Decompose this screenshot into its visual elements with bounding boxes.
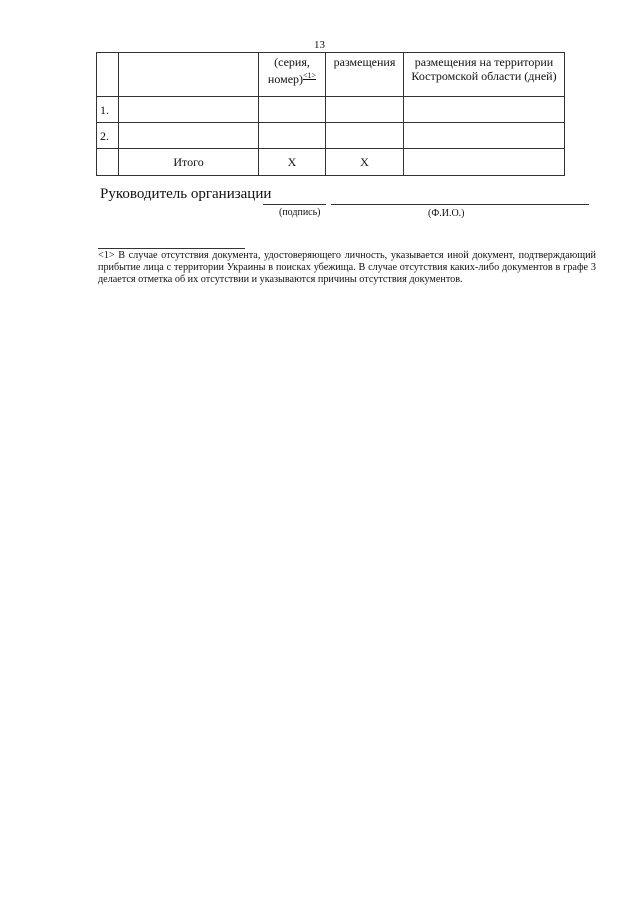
header-cell-placement: размещения	[326, 53, 404, 97]
footnote-ref[interactable]: <1>	[303, 71, 317, 80]
table-cell	[259, 97, 326, 123]
row-number: 1.	[97, 97, 119, 123]
header-cell-days: размещения на территории Костромской области (дней)	[404, 53, 565, 97]
signature-label: Руководитель организации	[100, 186, 272, 202]
signature-line	[263, 204, 326, 205]
table-cell	[326, 97, 404, 123]
header-text: (серия, номер)	[267, 55, 310, 86]
table-cell	[119, 97, 259, 123]
header-cell	[119, 53, 259, 97]
row-number: 2.	[97, 123, 119, 149]
footnote-text: <1> В случае отсутствия документа, удостоверяющего личность, указывается иной документ, подтверждающий прибытие лица с территории Украины в поисках убежища. В случае отсутствия каких-либо документов в графе 3 делается отметка об их отсутствии и указываются причины отсутствия документов.	[98, 250, 596, 285]
footnote-divider	[98, 248, 245, 249]
total-cell: X	[259, 149, 326, 176]
table-cell	[259, 123, 326, 149]
table-cell	[404, 97, 565, 123]
total-row	[97, 149, 565, 176]
total-cell	[404, 149, 565, 176]
table-cell	[404, 123, 565, 149]
name-caption: (Ф.И.О.)	[428, 208, 465, 219]
table-row	[97, 123, 565, 149]
table-header-row	[97, 53, 565, 97]
header-cell	[97, 53, 119, 97]
table-cell	[326, 123, 404, 149]
table-cell	[119, 123, 259, 149]
signature-caption: (подпись)	[279, 207, 321, 218]
table-row	[97, 97, 565, 123]
header-cell-document	[259, 53, 326, 97]
total-label: Итого	[119, 149, 259, 176]
form-table	[96, 52, 565, 176]
total-cell: X	[326, 149, 404, 176]
page-number: 13	[314, 39, 325, 51]
name-line	[331, 204, 589, 205]
table-cell	[97, 149, 119, 176]
